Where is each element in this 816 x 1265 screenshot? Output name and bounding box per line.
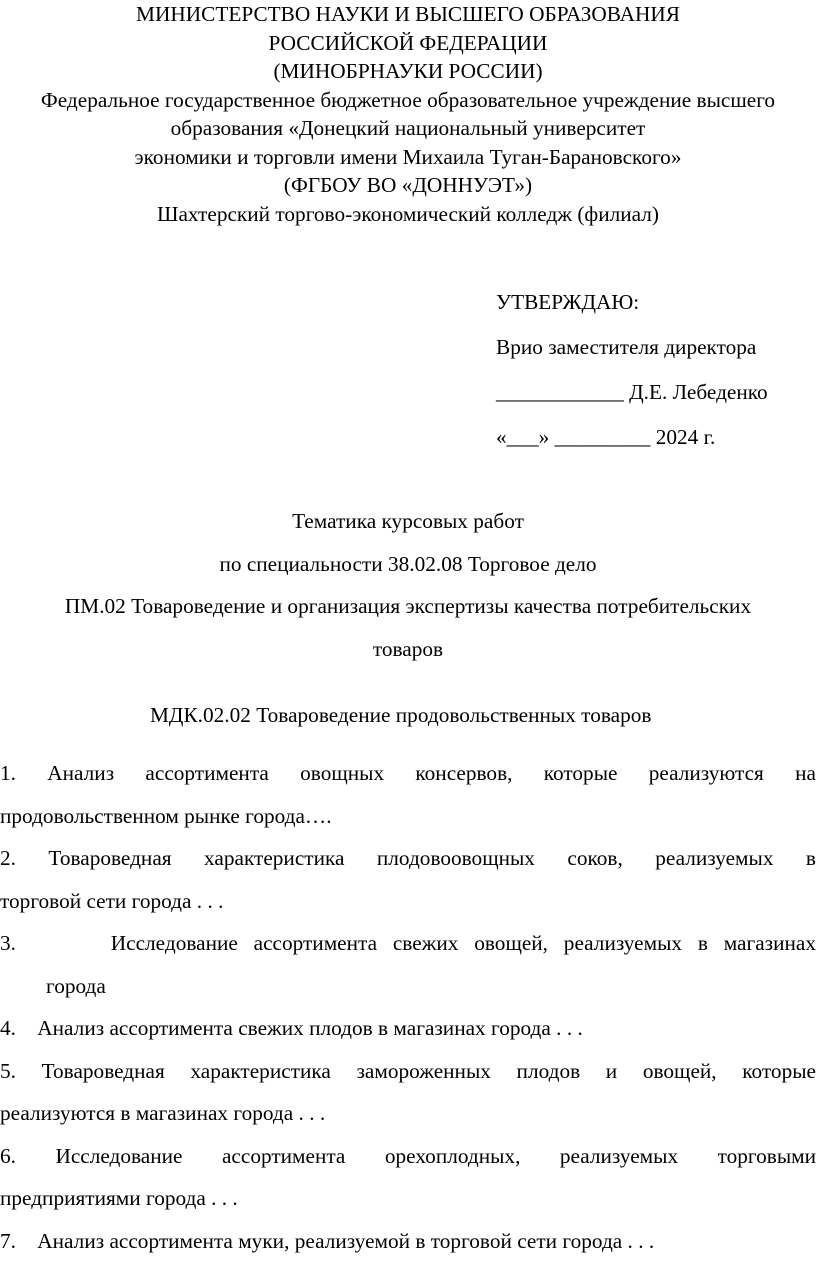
- topic-module-line-1: ПМ.02 Товароведение и организация экспертизы качества потребительских: [64, 594, 752, 618]
- approval-block: [496, 280, 816, 460]
- institution-line-1: Федеральное государственное бюджетное образовательное учреждение высшего: [40, 87, 776, 112]
- list-item: [0, 1007, 816, 1050]
- list-item-line: 5. Товароведная характеристика замороженных плодов и овощей, которые: [0, 1058, 816, 1083]
- list-item-line: 1. Анализ ассортимента овощных консервов, которые реализуются на: [0, 761, 816, 785]
- institution-abbrev-line: (ФГБОУ ВО «ДОННУЭТ»): [283, 173, 533, 197]
- list-item-line: предприятиями города . . .: [0, 1186, 238, 1210]
- approval-date: «___» _________ 2024 г.: [496, 425, 716, 449]
- list-item-line: 7. Анализ ассортимента муки, реализуемой в торговой сети города . . .: [0, 1228, 655, 1253]
- list-item-line: города: [46, 973, 106, 998]
- list-item-line: 2. Товароведная характеристика плодовоовощных соков, реализуемых в: [0, 846, 816, 870]
- list-item-line: реализуются в магазинах города . . .: [0, 1101, 326, 1125]
- list-item: [0, 1135, 816, 1220]
- list-item-line: продовольственном рынке города….: [0, 803, 332, 828]
- list-item: [0, 752, 816, 837]
- list-item: [0, 837, 816, 922]
- list-item-line: 6. Исследование ассортимента орехоплодных, реализуемых торговыми: [0, 1143, 816, 1168]
- topic-block: [0, 500, 816, 670]
- federation-line: РОССИЙСКОЙ ФЕДЕРАЦИИ: [268, 30, 548, 55]
- college-line: Шахтерский торгово-экономический колледж (филиал): [157, 201, 659, 226]
- list-item: [0, 1220, 816, 1263]
- topic-title: Тематика курсовых работ: [292, 509, 524, 533]
- approval-signature: ____________ Д.Е. Лебеденко: [496, 380, 768, 404]
- list-item: [0, 1050, 816, 1135]
- institution-line-3: экономики и торговли имени Михаила Туган-Барановского»: [134, 144, 682, 169]
- topic-module-line-2: товаров: [372, 636, 444, 661]
- document-header: [0, 0, 816, 228]
- institution-line-2: образования «Донецкий национальный университет: [170, 116, 646, 140]
- topics-list: [0, 752, 816, 1262]
- list-item-line: торговой сети города . . .: [0, 888, 224, 913]
- ministry-line: МИНИСТЕРСТВО НАУКИ И ВЫСШЕГО ОБРАЗОВАНИЯ: [136, 2, 680, 26]
- list-item: [0, 922, 816, 1007]
- ministry-abbrev-line: (МИНОБРНАУКИ РОССИИ): [273, 59, 543, 83]
- list-item-line: 3. Исследование ассортимента свежих овощей, реализуемых в магазинах: [0, 931, 816, 955]
- list-item-line: 4. Анализ ассортимента свежих плодов в магазинах города . . .: [0, 1016, 583, 1040]
- approval-title: УТВЕРЖДАЮ:: [496, 290, 640, 314]
- mdk-heading: МДК.02.02 Товароведение продовольственных товаров: [150, 703, 652, 727]
- topic-specialty: по специальности 38.02.08 Торговое дело: [219, 551, 597, 576]
- approval-position: Врио заместителя директора: [496, 335, 757, 359]
